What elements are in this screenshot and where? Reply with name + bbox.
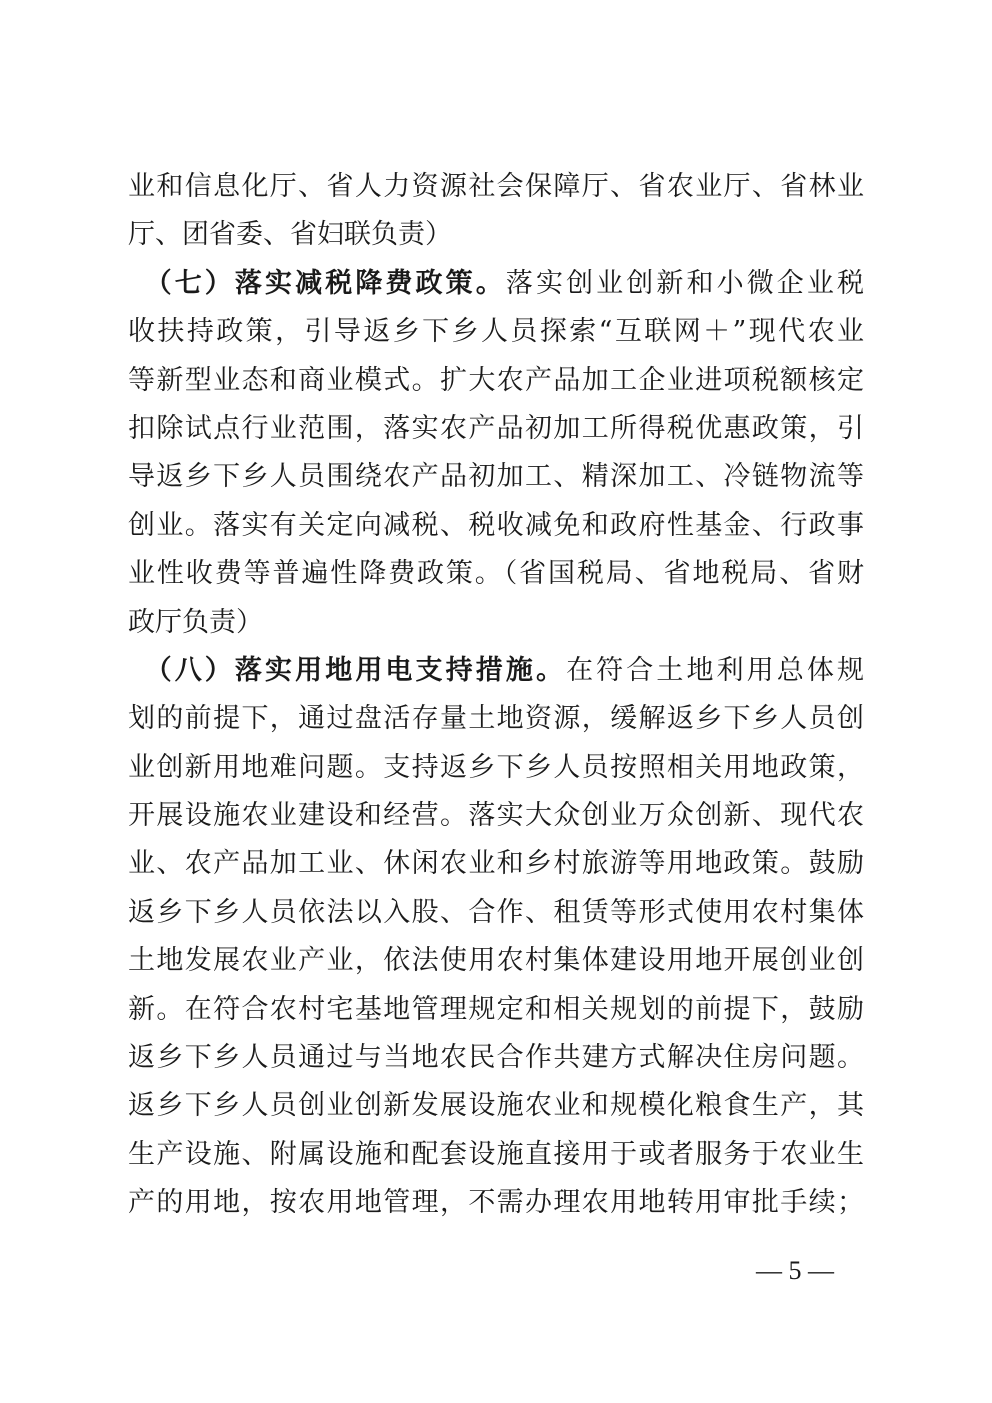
text-line: 返乡下乡人员创业创新发展设施农业和规模化粮食生产，其 [128,1090,864,1122]
section-heading-line [128,260,864,308]
text-line: 等新型业态和商业模式。扩大农产品加工企业进项税额核定 [128,364,864,396]
section-heading-line [128,647,864,695]
text-line: 扣除试点行业范围，落实农产品初加工所得税优惠政策，引 [128,412,864,444]
text-run: 落实创业创新和小微企业税 [505,267,864,299]
text-line: 业和信息化厅、省人力资源社会保障厅、省农业厅、省林业 [128,171,864,202]
text-line: 土地发展农业产业，依法使用农村集体建设用地开展创业创 [128,945,864,977]
text-line: 业性收费等普遍性降费政策。（省国税局、省地税局、省财 [128,558,864,590]
text-line: 返乡下乡人员通过与当地农民合作共建方式解决住房问题。 [128,1042,864,1074]
text-line: 厅、团省委、省妇联负责） [128,219,452,251]
text-line: 创业。落实有关定向减税、税收减免和政府性基金、行政事 [128,509,864,541]
text-line: 生产设施、附属设施和配套设施直接用于或者服务于农业生 [128,1138,864,1170]
text-line: 导返乡下乡人员围绕农产品初加工、精深加工、冷链物流等 [128,461,864,493]
text-line: 产的用地，按农用地管理，不需办理农用地转用审批手续； [128,1187,864,1219]
text-line: 划的前提下，通过盘活存量土地资源，缓解返乡下乡人员创 [128,703,864,735]
text-run: 在符合土地利用总体规 [566,654,864,686]
text-line: 开展设施农业建设和经营。落实大众创业万众创新、现代农 [128,800,864,832]
body-text [128,163,864,1228]
text-line: 收扶持政策，引导返乡下乡人员探索“互联网＋”现代农业 [128,316,864,348]
section-heading-7: （七）落实减税降费政策。 [128,267,506,299]
text-line: 业创新用地难问题。支持返乡下乡人员按照相关用地政策， [128,751,864,783]
text-line: 新。在符合农村宅基地管理规定和相关规划的前提下，鼓励 [128,993,864,1025]
text-line: 业、农产品加工业、休闲农业和乡村旅游等用地政策。鼓励 [128,848,864,880]
page-number: — 5 — [756,1256,834,1285]
text-line: 返乡下乡人员依法以入股、合作、租赁等形式使用农村集体 [128,896,864,928]
text-line: 政厅负责） [128,606,263,638]
section-heading-8: （八）落实用地用电支持措施。 [128,654,567,686]
